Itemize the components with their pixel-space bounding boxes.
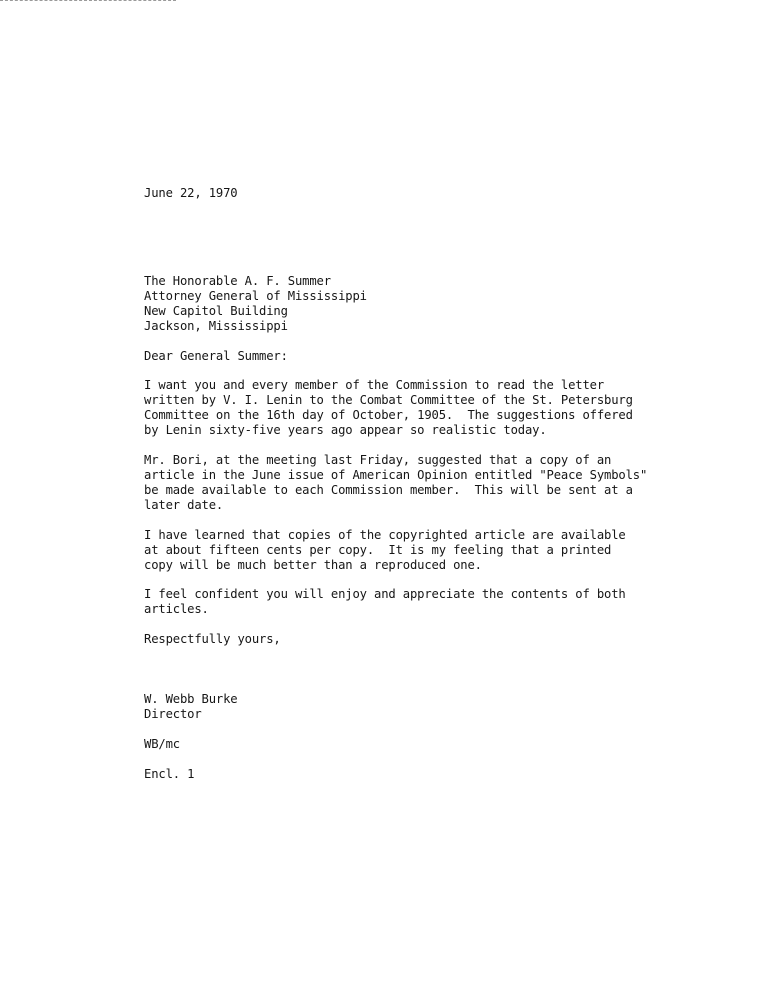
signer-name: W. Webb Burke bbox=[144, 692, 238, 707]
paragraph-line: I want you and every member of the Commission to read the letter bbox=[144, 378, 604, 393]
paragraph-closing-remark bbox=[144, 587, 684, 617]
paragraph-commission-lenin-letter bbox=[144, 378, 684, 438]
paragraph-peace-symbols-article bbox=[144, 453, 684, 513]
letter-body bbox=[144, 186, 684, 782]
salutation: Dear General Summer: bbox=[144, 348, 288, 363]
signature-block bbox=[144, 692, 684, 722]
paragraph-line: at about fifteen cents per copy. It is my feeling that a printed bbox=[144, 542, 612, 557]
recipient-name: The Honorable A. F. Summer bbox=[144, 273, 331, 288]
paragraph-line: I feel confident you will enjoy and appreciate the contents of both bbox=[144, 587, 626, 602]
paragraph-copy-cost bbox=[144, 528, 684, 573]
complimentary-close: Respectfully yours, bbox=[144, 632, 281, 647]
paragraph-line: articles. bbox=[144, 602, 209, 617]
paragraph-line: I have learned that copies of the copyrighted article are available bbox=[144, 527, 626, 542]
reference-initials: WB/mc bbox=[144, 736, 180, 751]
recipient-title: Attorney General of Mississippi bbox=[144, 288, 367, 303]
paragraph-line: article in the June issue of American Opinion entitled "Peace Symbols" bbox=[144, 467, 648, 482]
paragraph-line: be made available to each Commission member. This will be sent at a bbox=[144, 482, 633, 497]
paragraph-line: Committee on the 16th day of October, 1905. The suggestions offered bbox=[144, 408, 633, 423]
paragraph-line: Mr. Bori, at the meeting last Friday, suggested that a copy of an bbox=[144, 453, 612, 468]
paragraph-line: written by V. I. Lenin to the Combat Committee of the St. Petersburg bbox=[144, 393, 633, 408]
letter-date: June 22, 1970 bbox=[144, 186, 238, 200]
recipient-building: New Capitol Building bbox=[144, 303, 288, 318]
signer-title: Director bbox=[144, 707, 202, 722]
paragraph-line: later date. bbox=[144, 497, 224, 512]
paragraph-line: by Lenin sixty-five years ago appear so realistic today. bbox=[144, 423, 547, 438]
top-dashed-rule bbox=[0, 0, 176, 1]
enclosure-notation: Encl. 1 bbox=[144, 766, 195, 781]
recipient-city: Jackson, Mississippi bbox=[144, 318, 288, 333]
paragraph-line: copy will be much better than a reproduced one. bbox=[144, 557, 482, 572]
recipient-address-block bbox=[144, 274, 684, 334]
